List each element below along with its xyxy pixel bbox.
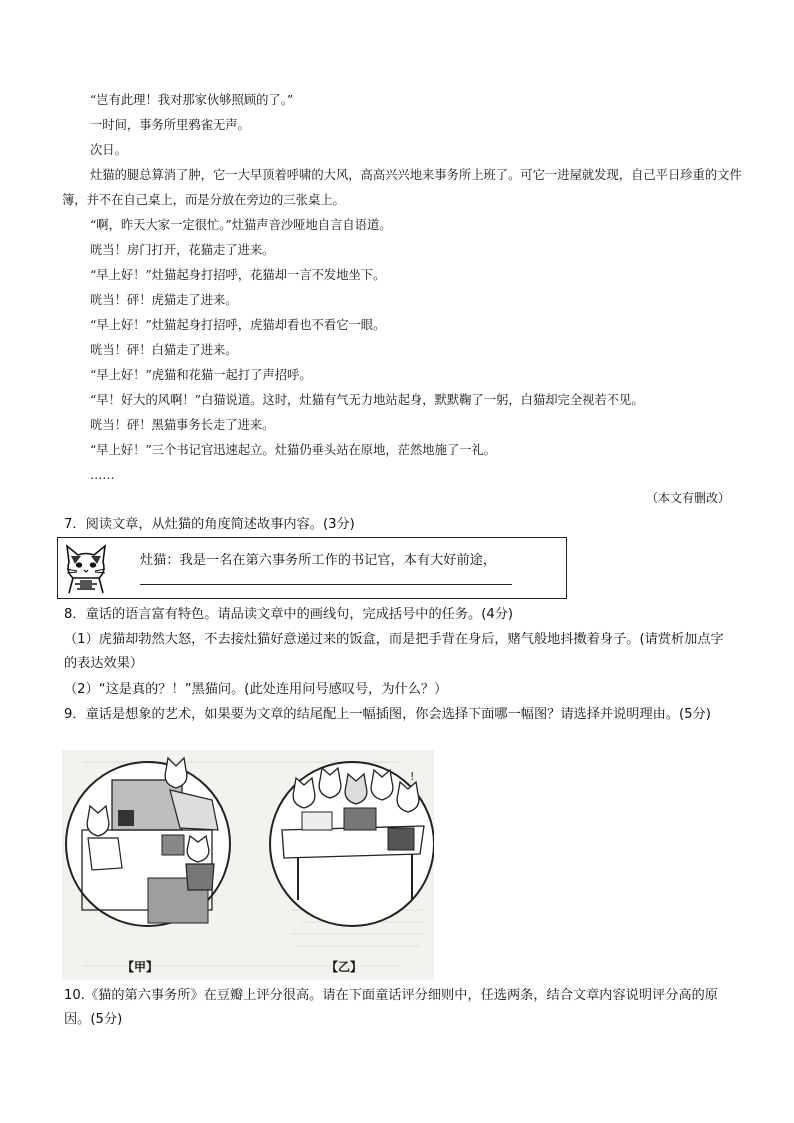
- story-paragraph: 次日。: [90, 143, 127, 157]
- svg-text:!: !: [410, 770, 415, 783]
- story-paragraph: “岂有此理！我对那家伙够照顾的了。”: [90, 93, 294, 107]
- question-8-2: （2）“这是真的？！”黑猫问。(此处连用问号感叹号，为什么？）: [64, 682, 448, 697]
- question-8: 8．童话的语言富有特色。请品读文章中的画线句，完成括号中的任务。(4分): [64, 607, 514, 622]
- story-paragraph: “早上好！”虎猫和花猫一起打了声招呼。: [90, 368, 312, 382]
- question-10: 10.《猫的第六事务所》在豆瓣上评分很高。请在下面童话评分细则中，任选两条，结合文章内容说明评分高的原因。(5分): [64, 988, 718, 1027]
- question-7: 7．阅读文章，从灶猫的角度简述故事内容。(3分): [64, 517, 355, 532]
- caption-yi: 【乙】: [326, 960, 363, 974]
- q7-box-prompt: 灶猫：我是一名在第六事务所工作的书记官，本有大好前途，: [140, 553, 497, 568]
- illustration-pair: [62, 750, 434, 980]
- story-paragraph: 咣当！房门打开，花猫走了进来。: [90, 243, 275, 257]
- story-paragraph: 咣当！砰！虎猫走了进来。: [90, 293, 238, 307]
- story-paragraph: 灶猫的腿总算消了肿，它一大早顶着呼啸的大风，高高兴兴地来事务所上班了。可它一进屋就发现，自己平日珍重的文件簿，并不在自己桌上，而是分放在旁边的三张桌上。: [62, 168, 742, 207]
- caption-jia: 【甲】: [122, 960, 159, 974]
- q7-answer-box[interactable]: [57, 537, 567, 599]
- abridged-note: （本文有删改）: [645, 491, 730, 505]
- story-paragraph: “早上好！”灶猫起身打招呼，花猫却一言不发地坐下。: [90, 268, 386, 282]
- illustration-yi: [270, 762, 434, 926]
- story-paragraph: 咣当！砰！黑猫事务长走了进来。: [90, 418, 275, 432]
- story-paragraph: 一时间，事务所里鸦雀无声。: [90, 118, 250, 132]
- question-9: 9．童话是想象的艺术，如果要为文章的结尾配上一幅插图，你会选择下面哪一幅图？请选择并说明理由。(5分): [64, 707, 711, 722]
- story-passage: [62, 88, 752, 488]
- answer-line: [140, 584, 512, 585]
- question-8-1: （1）虎猫却勃然大怒，不去接灶猫好意递过来的饭盒，而是把手背在身后，赌气般地抖擞着身子。(请赏析加点字的表达效果）: [64, 632, 724, 671]
- story-paragraph: “早上好！”灶猫起身打招呼，虎猫却看也不看它一眼。: [90, 318, 386, 332]
- cat-icon: [63, 542, 109, 594]
- story-ellipsis: ……: [90, 468, 115, 482]
- story-paragraph: “早上好！”三个书记官迅速起立。灶猫仍垂头站在原地，茫然地施了一礼。: [90, 443, 497, 457]
- story-paragraph: “啊，昨天大家一定很忙。”灶猫声音沙哑地自言自语道。: [90, 218, 392, 232]
- story-paragraph: “早！好大的风啊！”白猫说道。这时，灶猫有气无力地站起身，默默鞠了一躬，白猫却完全视若不见。: [90, 393, 644, 407]
- story-paragraph: 咣当！砰！白猫走了进来。: [90, 343, 238, 357]
